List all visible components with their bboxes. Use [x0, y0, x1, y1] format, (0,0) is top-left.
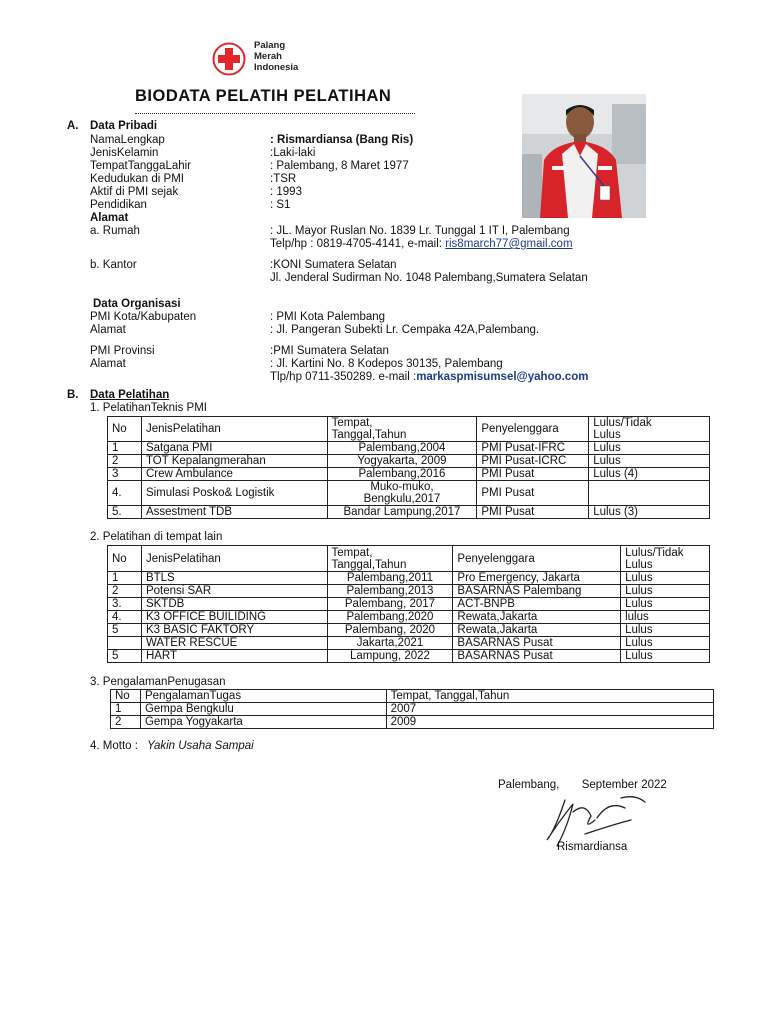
table-cell: Lulus: [621, 624, 710, 637]
table-cell: ACT-BNPB: [453, 598, 621, 611]
table-cell: Palembang,2020: [327, 611, 453, 624]
rumah-row: [90, 224, 710, 238]
pmi-prov-value: :PMI Sumatera Selatan: [270, 345, 389, 357]
table-cell: 2: [108, 455, 142, 468]
table-header-cell: PengalamanTugas: [140, 690, 386, 703]
title-dotted-underline: [135, 107, 415, 114]
table-row: [108, 598, 710, 611]
table-row: [108, 650, 710, 663]
table-row: [108, 611, 710, 624]
table-cell: Palembang,2013: [327, 585, 453, 598]
red-cross-icon: [212, 42, 246, 76]
table-cell: 1: [108, 442, 142, 455]
logo-text: [254, 40, 298, 73]
table-cell: 2: [108, 585, 142, 598]
personal-data-row: [90, 185, 710, 199]
table-cell: PMI Pusat: [477, 481, 589, 506]
table-cell: Lulus: [621, 598, 710, 611]
table-cell: Rewata,Jakarta: [453, 611, 621, 624]
penugasan-heading: 3. PengalamanPenugasan: [90, 676, 226, 688]
organisasi-heading-row: [90, 297, 710, 311]
table-cell: 2009: [386, 716, 713, 729]
table-header-cell: Lulus/Tidak Lulus: [589, 417, 710, 442]
table-cell: 4.: [108, 481, 142, 506]
pmi-prov-alamat-row: [90, 357, 710, 371]
pmi-prov-alamat-label: Alamat: [90, 358, 126, 370]
table-cell: Pro Emergency, Jakarta: [453, 572, 621, 585]
kantor-address-row: [90, 271, 710, 285]
table-header-row: [108, 417, 710, 442]
table-cell: Assestment TDB: [141, 506, 327, 519]
table-cell: Muko-muko, Bengkulu,2017: [327, 481, 477, 506]
section-a-title: Data Pribadi: [90, 120, 158, 132]
table-cell: 5: [108, 624, 142, 637]
table-cell: 1: [108, 572, 142, 585]
table-cell: Palembang, 2017: [327, 598, 453, 611]
pmi-prov-label: PMI Provinsi: [90, 345, 155, 357]
alamat-heading-row: [90, 211, 710, 225]
pmi-prov-email-link[interactable]: markaspmisumsel@yahoo.com: [416, 371, 589, 383]
personal-data-row: [90, 198, 710, 212]
table-cell: Jakarta,2021: [327, 637, 453, 650]
table-cell: 3: [108, 468, 142, 481]
table-cell: 5: [108, 650, 142, 663]
personal-data-row: [90, 133, 710, 147]
table-cell: PMI Pusat-IFRC: [477, 442, 589, 455]
section-b-title: Data Pelatihan: [90, 389, 170, 401]
rumah-phone: Telp/hp : 0819-4705-4141, e-mail:: [270, 238, 446, 250]
table-cell: Rewata,Jakarta: [453, 624, 621, 637]
motto-row: [90, 740, 254, 752]
table-cell: BTLS: [141, 572, 327, 585]
signature-place-date: Palembang, September 2022: [498, 779, 667, 791]
table-row: [108, 455, 710, 468]
table-cell: Lulus: [621, 650, 710, 663]
table-row: [108, 572, 710, 585]
table-cell: Lulus: [621, 572, 710, 585]
section-b-marker: B.: [67, 389, 79, 401]
table-header-row: [111, 690, 714, 703]
kantor-row: [90, 258, 710, 272]
table-row: [111, 716, 714, 729]
table-cell: 1: [111, 703, 141, 716]
table-cell: Lulus: [621, 637, 710, 650]
table-row: [108, 468, 710, 481]
table-cell: Lulus: [621, 585, 710, 598]
rumah-label: a. Rumah: [90, 225, 140, 237]
table-cell: lulus: [621, 611, 710, 624]
table-cell: Simulasi Posko& Logistik: [141, 481, 327, 506]
table-cell: 5.: [108, 506, 142, 519]
table-row: [108, 481, 710, 506]
section-a-marker: A.: [67, 120, 79, 132]
alamat-heading: Alamat: [90, 212, 129, 224]
pmi-prov-contact: [270, 370, 588, 384]
table-cell: 2007: [386, 703, 713, 716]
table-cell: 3.: [108, 598, 142, 611]
table-cell: [108, 637, 142, 650]
table-header-cell: Tempat, Tanggal,Tahun: [327, 546, 453, 572]
rumah-contact-row: [90, 237, 710, 251]
table-header-cell: No: [111, 690, 141, 703]
table-cell: BASARNAS Palembang: [453, 585, 621, 598]
personal-data-row: [90, 172, 710, 186]
table-cell: Palembang,2016: [327, 468, 477, 481]
personal-data-value: : 1993: [270, 186, 302, 198]
personal-data-label: Aktif di PMI sejak: [90, 186, 179, 198]
kantor-address: Jl. Jenderal Sudirman No. 1048 Palembang,Sumatera Selatan: [270, 272, 588, 284]
kantor-label: b. Kantor: [90, 259, 137, 271]
personal-data-row: [90, 146, 710, 160]
table-cell: SKTDB: [141, 598, 327, 611]
table-cell: Palembang,2004: [327, 442, 477, 455]
pelatihan-lain-heading: 2. Pelatihan di tempat lain: [90, 531, 223, 543]
table-header-cell: No: [108, 417, 142, 442]
table-row: [108, 506, 710, 519]
personal-data-label: Kedudukan di PMI: [90, 173, 184, 185]
table-cell: Potensi SAR: [141, 585, 327, 598]
table-cell: Lulus: [589, 442, 710, 455]
table-header-cell: Penyelenggara: [453, 546, 621, 572]
rumah-contact: [270, 237, 573, 251]
table-cell: Palembang,2011: [327, 572, 453, 585]
personal-data-value: : Palembang, 8 Maret 1977: [270, 160, 409, 172]
pmi-prov-row: [90, 344, 710, 358]
table-cell: BASARNAS Pusat: [453, 637, 621, 650]
pmi-kota-alamat-row: [90, 323, 710, 337]
signature-name: Rismardiansa: [557, 841, 628, 853]
table-cell: TOT Kepalangmerahan: [141, 455, 327, 468]
table-header-cell: Tempat, Tanggal,Tahun: [327, 417, 477, 442]
personal-data-value: :Laki-laki: [270, 147, 316, 159]
pmi-prov-phone: Tlp/hp 0711-350289. e-mail :: [270, 371, 417, 383]
table-cell: PMI Pusat-ICRC: [477, 455, 589, 468]
table-header-cell: JenisPelatihan: [141, 417, 327, 442]
table-cell: Lulus: [589, 455, 710, 468]
table-cell: Crew Ambulance: [141, 468, 327, 481]
table-header-cell: Tempat, Tanggal,Tahun: [386, 690, 713, 703]
table-cell: K3 OFFICE BUILIDING: [141, 611, 327, 624]
pmi-kota-value: : PMI Kota Palembang: [270, 311, 386, 323]
table-header-cell: JenisPelatihan: [141, 546, 327, 572]
table-header-cell: Lulus/Tidak Lulus: [621, 546, 710, 572]
table-cell: Gempa Yogyakarta: [140, 716, 386, 729]
kantor-name: :KONI Sumatera Selatan: [270, 259, 397, 271]
logo-line-2: Merah: [254, 51, 282, 62]
table-cell: WATER RESCUE: [141, 637, 327, 650]
pmi-kota-label: PMI Kota/Kabupaten: [90, 311, 197, 323]
logo-line-1: Palang: [254, 40, 286, 51]
table-header-row: [108, 546, 710, 572]
pelatihan-teknis-heading: 1. PelatihanTeknis PMI: [90, 402, 207, 414]
table-cell: Satgana PMI: [141, 442, 327, 455]
table-row: [108, 442, 710, 455]
table-cell: 4.: [108, 611, 142, 624]
page-title: BIODATA PELATIH PELATIHAN: [135, 87, 392, 105]
personal-data-value: : S1: [270, 199, 291, 211]
table-row: [111, 703, 714, 716]
pmi-logo: [212, 40, 322, 80]
pelatihan-teknis-table: [107, 416, 710, 519]
table-cell: Lulus (4): [589, 468, 710, 481]
penugasan-table: [110, 689, 714, 729]
table-cell: Yogyakarta, 2009: [327, 455, 477, 468]
table-header-cell: Penyelenggara: [477, 417, 589, 442]
table-cell: K3 BASIC FAKTORY: [141, 624, 327, 637]
personal-data-label: Pendidikan: [90, 199, 147, 211]
table-cell: 2: [111, 716, 141, 729]
personal-data-label: JenisKelamin: [90, 147, 159, 159]
table-row: [108, 624, 710, 637]
table-row: [108, 637, 710, 650]
rumah-email-link[interactable]: ris8march77@gmail.com: [445, 238, 573, 250]
personal-data-label: NamaLengkap: [90, 134, 165, 146]
personal-data-value: : Rismardiansa (Bang Ris): [270, 134, 414, 146]
pmi-kota-alamat-label: Alamat: [90, 324, 126, 336]
table-cell: Lampung, 2022: [327, 650, 453, 663]
rumah-address: : JL. Mayor Ruslan No. 1839 Lr. Tunggal 1 IT I, Palembang: [270, 225, 570, 237]
pmi-kota-row: [90, 310, 710, 324]
personal-data-value: :TSR: [270, 173, 297, 185]
table-cell: Lulus (3): [589, 506, 710, 519]
pelatihan-lain-table: [107, 545, 710, 663]
pmi-prov-alamat-value: : Jl. Kartini No. 8 Kodepos 30135, Palembang: [270, 358, 503, 370]
table-cell: [589, 481, 710, 506]
organisasi-heading: Data Organisasi: [93, 298, 181, 310]
table-row: [108, 585, 710, 598]
logo-line-3: Indonesia: [254, 62, 299, 73]
table-cell: Bandar Lampung,2017: [327, 506, 477, 519]
table-cell: PMI Pusat: [477, 468, 589, 481]
table-cell: Gempa Bengkulu: [140, 703, 386, 716]
motto-value: Yakin Usaha Sampai: [147, 740, 254, 752]
personal-data-label: TempatTanggaLahir: [90, 160, 192, 172]
table-cell: HART: [141, 650, 327, 663]
pmi-prov-contact-row: [90, 370, 710, 384]
table-cell: Palembang, 2020: [327, 624, 453, 637]
personal-data-row: [90, 159, 710, 173]
motto-label: 4. Motto :: [90, 740, 138, 752]
pmi-kota-alamat-value: : Jl. Pangeran Subekti Lr. Cempaka 42A,Palembang.: [270, 324, 540, 336]
table-header-cell: No: [108, 546, 142, 572]
table-cell: PMI Pusat: [477, 506, 589, 519]
table-cell: BASARNAS Pusat: [453, 650, 621, 663]
